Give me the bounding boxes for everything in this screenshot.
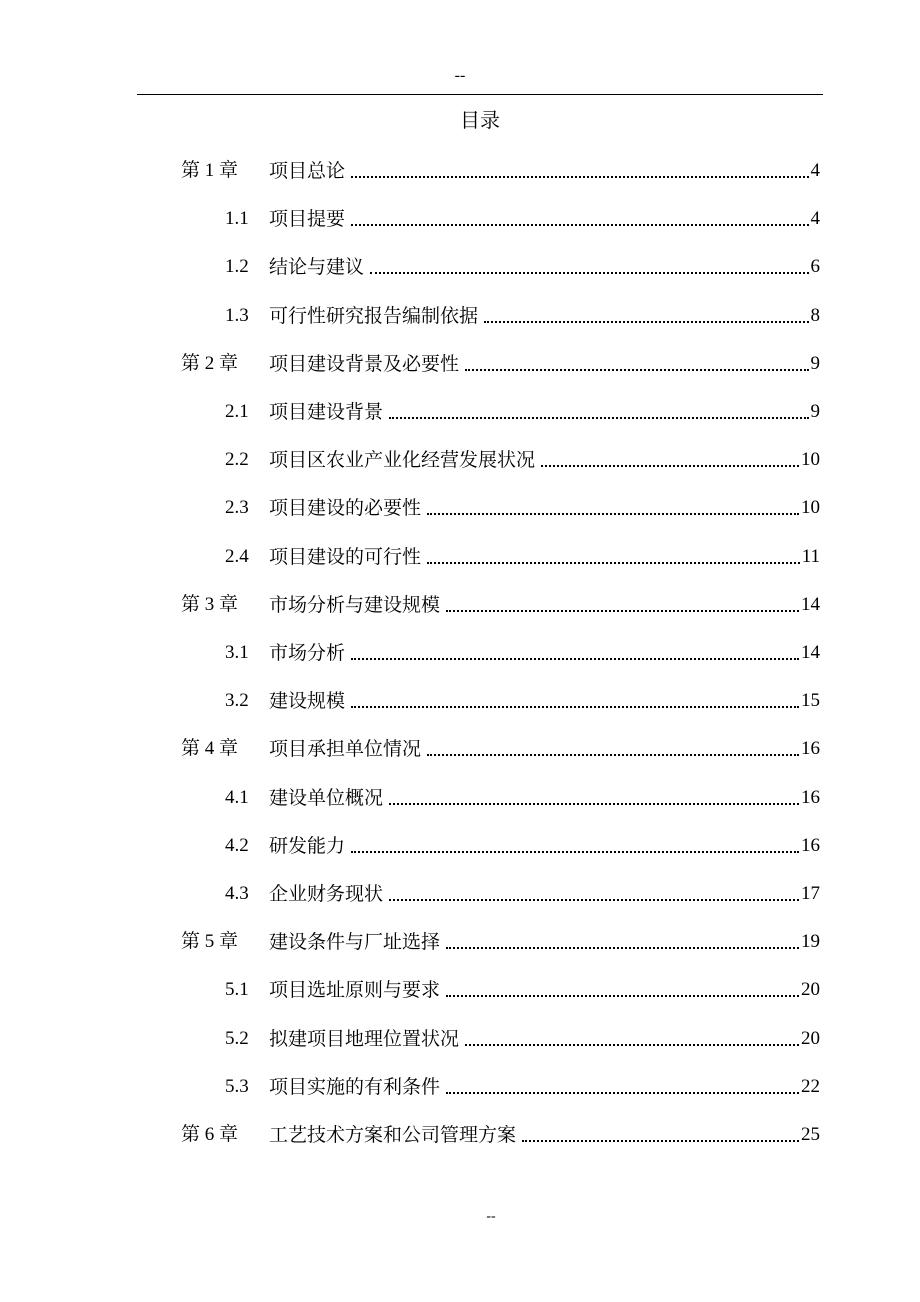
toc-dot-leader — [351, 176, 808, 178]
toc-entry-page: 4 — [810, 208, 820, 230]
toc-chapter-entry[interactable] — [181, 150, 820, 186]
toc-dot-leader — [351, 224, 808, 226]
toc-entry-number: 1.2 — [225, 256, 249, 278]
toc-entry-title: 项目建设背景 — [269, 401, 384, 423]
toc-entry-page: 16 — [801, 786, 820, 808]
toc-entry-title: 项目总论 — [269, 160, 346, 182]
toc-entry-number: 3.2 — [225, 690, 249, 712]
toc-entry-title: 建设规模 — [269, 690, 346, 713]
toc-section-entry[interactable] — [225, 1018, 820, 1054]
toc-entry-number: 第 3 章 — [181, 593, 239, 615]
toc-section-entry[interactable] — [225, 536, 820, 572]
toc-entry-number: 第 6 章 — [181, 1124, 239, 1145]
toc-entry-number: 5.3 — [225, 1075, 249, 1097]
toc-entry-number: 第 1 章 — [181, 160, 239, 181]
toc-entry-title: 建设条件与厂址选择 — [269, 931, 441, 954]
toc-entry-page: 6 — [810, 256, 820, 278]
toc-entry-title: 项目承担单位情况 — [269, 738, 422, 761]
toc-section-entry[interactable] — [225, 487, 820, 523]
toc-entry-page: 11 — [801, 545, 820, 567]
toc-entry-page: 8 — [810, 304, 820, 326]
toc-section-entry[interactable] — [225, 632, 820, 668]
toc-dot-leader — [427, 562, 800, 564]
toc-entry-page: 16 — [801, 834, 820, 856]
toc-dot-leader — [351, 658, 799, 660]
page-footer-mark: -- — [486, 1209, 496, 1224]
page-header-mark: -- — [454, 67, 466, 84]
toc-dot-leader — [446, 610, 799, 612]
toc-entry-page: 19 — [801, 931, 820, 953]
toc-chapter-entry[interactable] — [181, 921, 820, 957]
toc-entry-number: 第 5 章 — [181, 931, 239, 953]
toc-chapter-entry[interactable] — [181, 584, 820, 620]
toc-entry-page: 15 — [801, 690, 820, 712]
toc-dot-leader — [389, 899, 799, 901]
toc-entry-number: 4.3 — [225, 883, 249, 904]
toc-section-entry[interactable] — [225, 1066, 820, 1102]
toc-entry-number: 3.1 — [225, 642, 249, 663]
toc-entry-number: 1.3 — [225, 304, 249, 326]
toc-dot-leader — [446, 1092, 799, 1094]
toc-entry-title: 市场分析 — [269, 642, 346, 664]
toc-entry-title: 项目区农业产业化经营发展状况 — [269, 449, 536, 472]
toc-entry-title: 研发能力 — [269, 834, 346, 857]
toc-entry-number: 5.1 — [225, 979, 249, 1001]
toc-dot-leader — [370, 272, 808, 274]
toc-entry-page: 9 — [810, 401, 820, 422]
toc-section-entry[interactable] — [225, 439, 820, 475]
toc-dot-leader — [389, 417, 808, 419]
toc-entry-number: 2.4 — [225, 545, 249, 567]
toc-entry-page: 9 — [810, 352, 820, 374]
toc-dot-leader — [389, 803, 799, 805]
toc-section-entry[interactable] — [225, 246, 820, 282]
toc-entry-number: 5.2 — [225, 1027, 249, 1049]
toc-chapter-entry[interactable] — [181, 1114, 820, 1150]
toc-entry-title: 市场分析与建设规模 — [269, 593, 441, 616]
toc-dot-leader — [465, 1044, 799, 1046]
toc-entry-page: 25 — [801, 1124, 820, 1145]
toc-entry-title: 拟建项目地理位置状况 — [269, 1027, 460, 1050]
toc-entry-title: 项目建设的可行性 — [269, 545, 422, 568]
toc-entry-title: 建设单位概况 — [269, 786, 384, 809]
toc-dot-leader — [465, 369, 808, 371]
toc-entry-number: 2.2 — [225, 449, 249, 471]
toc-section-entry[interactable] — [225, 295, 820, 331]
toc-dot-leader — [427, 513, 799, 515]
toc-section-entry[interactable] — [225, 391, 820, 427]
toc-entry-title: 可行性研究报告编制依据 — [269, 304, 479, 327]
toc-entry-page: 10 — [801, 449, 820, 471]
toc-entry-title: 工艺技术方案和公司管理方案 — [269, 1124, 517, 1146]
toc-chapter-entry[interactable] — [181, 728, 820, 764]
toc-dot-leader — [351, 706, 799, 708]
toc-entry-page: 20 — [801, 1027, 820, 1049]
toc-entry-title: 项目选址原则与要求 — [269, 979, 441, 1002]
toc-entry-number: 第 2 章 — [181, 352, 239, 374]
toc-section-entry[interactable] — [225, 873, 820, 909]
toc-entry-title: 项目提要 — [269, 208, 346, 231]
header-rule — [137, 94, 823, 95]
toc-entry-number: 2.1 — [225, 401, 249, 422]
toc-dot-leader — [351, 851, 799, 853]
toc-dot-leader — [541, 465, 799, 467]
toc-section-entry[interactable] — [225, 777, 820, 813]
toc-entry-page: 10 — [801, 497, 820, 519]
toc-entry-number: 4.2 — [225, 834, 249, 856]
toc-chapter-entry[interactable] — [181, 343, 820, 379]
toc-entry-page: 14 — [801, 642, 820, 663]
toc-section-entry[interactable] — [225, 198, 820, 234]
toc-entry-title: 企业财务现状 — [269, 883, 384, 905]
toc-entry-page: 14 — [801, 593, 820, 615]
toc-entry-number: 2.3 — [225, 497, 249, 519]
toc-entry-page: 20 — [801, 979, 820, 1001]
toc-title: 目录 — [460, 108, 500, 132]
toc-entry-title: 项目建设背景及必要性 — [269, 352, 460, 375]
toc-section-entry[interactable] — [225, 969, 820, 1005]
toc-dot-leader — [427, 754, 799, 756]
toc-section-entry[interactable] — [225, 680, 820, 716]
toc-entry-title: 项目实施的有利条件 — [269, 1075, 441, 1098]
toc-entry-page: 4 — [810, 160, 820, 181]
toc-section-entry[interactable] — [225, 825, 820, 861]
toc-dot-leader — [446, 947, 799, 949]
toc-entry-page: 17 — [801, 883, 820, 904]
toc-dot-leader — [484, 321, 808, 323]
toc-entry-number: 第 4 章 — [181, 738, 239, 760]
toc-entry-page: 16 — [801, 738, 820, 760]
toc-entry-number: 4.1 — [225, 786, 249, 808]
toc-entry-title: 项目建设的必要性 — [269, 497, 422, 520]
toc-entry-number: 1.1 — [225, 208, 249, 230]
toc-entry-title: 结论与建议 — [269, 256, 365, 279]
toc-dot-leader — [446, 995, 799, 997]
toc-entry-page: 22 — [801, 1075, 820, 1097]
toc-dot-leader — [522, 1140, 799, 1142]
